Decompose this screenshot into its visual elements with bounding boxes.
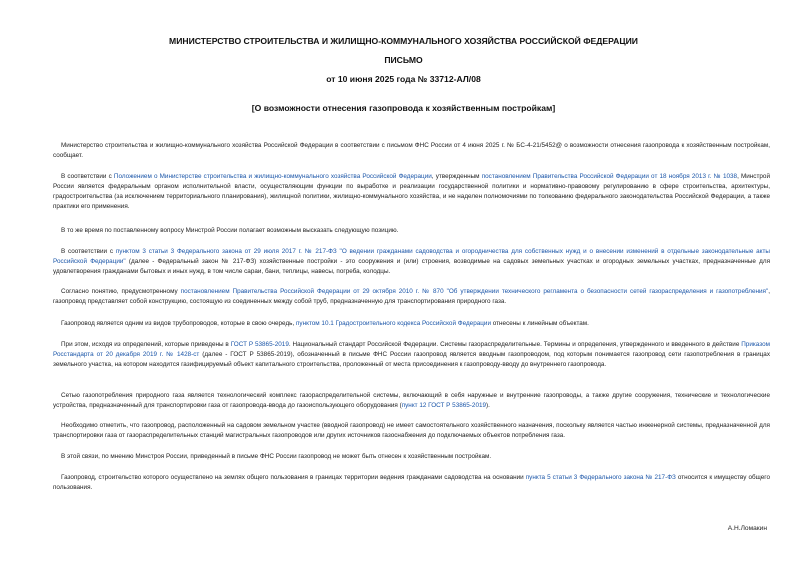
paragraph-text: Газопровод является одним из видов трубопроводов, которые в свою очередь,	[61, 320, 296, 327]
paragraph-text: отнесены к линейным объектам.	[491, 320, 589, 327]
document-type: ПИСЬМО	[384, 55, 423, 65]
paragraph-5	[53, 287, 770, 307]
paragraph-9	[53, 421, 770, 441]
paragraph-text: Согласно понятию, предусмотренному	[61, 288, 181, 295]
paragraph-10	[53, 452, 770, 462]
document-link[interactable]: Положением о Министерстве строительства и жилищно-коммунального хозяйства Российской Федерации	[113, 173, 432, 180]
paragraph-text: В то же время по поставленному вопросу Минстрой России полагает возможным высказать следующую позицию.	[61, 227, 399, 234]
paragraph-text: , утвержденным	[431, 173, 482, 180]
paragraph-8	[53, 391, 770, 411]
signature: А.Н.Ломакин	[727, 525, 767, 532]
paragraph-text: ).	[486, 402, 490, 409]
document-link[interactable]: пункт 12 ГОСТ Р 53865-2019	[401, 402, 487, 409]
document-subject: [О возможности отнесения газопровода к хозяйственным постройкам]	[251, 103, 556, 113]
paragraph-1	[53, 141, 770, 161]
paragraph-7	[53, 340, 770, 370]
paragraph-text: , газопровод представляет собой конструкцию, состоящую из соединенных между собой труб, предназначенную для транспортирования природного газа.	[53, 288, 770, 305]
paragraph-4	[53, 247, 770, 277]
paragraph-text: При этом, исходя из определений, которые приведены в	[61, 341, 231, 348]
paragraph-text: Газопровод, строительство которого осуществлено на землях общего пользования в границах территории ведения гражданами садоводства на основании	[61, 474, 526, 481]
paragraph-text: В соответствии с	[61, 173, 114, 180]
document-link[interactable]: пунктом 3 статьи 3 Федерального закона от 29 июля 2017 г. № 217-ФЗ "О ведении гражданами садоводства и огородничества для собственных нужд и о внесении изменений в отдельные законодательные акты Российской Федерации"	[53, 248, 770, 265]
paragraph-text: Необходимо отметить, что газопровод, расположенный на садовом земельном участке (вводной газопровод) не имеет самостоятельного хозяйственного назначения, поскольку является частью инженерной системы, предназначенной для транспортировки газа от газораспределительных станций магистральных газопроводов или других источников газоснабжения до подключаемых объектов потребления газа.	[53, 422, 770, 439]
document-link[interactable]: ГОСТ Р 53865-2019	[230, 341, 289, 348]
document-link[interactable]: пункта 5 статьи 3 Федерального закона № 217-ФЗ	[525, 474, 676, 481]
paragraph-text: относится к имуществу общего пользования.	[53, 474, 770, 491]
paragraph-11	[53, 473, 770, 493]
document-link[interactable]: Приказом Росстандарта от 20 декабря 2019 г. № 1428-ст	[53, 341, 770, 358]
paragraph-text: Министерство строительства и жилищно-коммунального хозяйства Российской Федерации в соответствии с письмом ФНС России от 4 июня 2025 г. № БС-4-21/5452@ о возможности отнесения газопровода к хозяйственным постройкам, сообщает.	[53, 142, 770, 159]
paragraph-text: , Минстрой России является федеральным органом исполнительной власти, осуществляющим функции по выработке и реализации государственной политики и нормативно-правовому регулированию в сфере строительства, архитектуры, градостроительства (за исключением территориального планирования), жилищной политики, жилищно-коммунального хозяйства, и не наделен полномочиями по толкованию федерального законодательства Российской Федерации, а также практики его применения.	[53, 173, 770, 210]
paragraph-text: . Национальный стандарт Российской Федерации. Системы газораспределительные. Термины и определения, утвержденного и введенного в действие	[288, 341, 742, 348]
document-link[interactable]: постановлением Правительства Российской Федерации от 18 ноября 2013 г. № 1038	[481, 173, 738, 180]
ministry-heading: МИНИСТЕРСТВО СТРОИТЕЛЬСТВА И ЖИЛИЩНО-КОММУНАЛЬНОГО ХОЗЯЙСТВА РОССИЙСКОЙ ФЕДЕРАЦИИ	[169, 36, 638, 46]
paragraph-text: Сетью газопотребления природного газа является технологический комплекс газораспределительной системы, включающий в себя наружные и внутренние газопроводы, а также другие сооружения, технические и технологические устройства, предназначенный для транспортировки газа от газопровода-ввода до газоиспользующего оборудования (	[53, 392, 770, 409]
paragraph-text: (далее - ГОСТ Р 53865-2019), обозначенный в письме ФНС России газопровод является вводным газопроводом, под которым понимается газопровод сети газопотребления в границах земельного участка, на котором находится газифицируемый объект капитального строительства, проложенный от места присоединения к газопроводу-вводу до внутреннего газопровода.	[53, 351, 771, 368]
paragraph-text: (далее - Федеральный закон № 217-ФЗ) хозяйственные постройки - это сооружения и (или) строения, возводимые на садовых земельных участках и огородных земельных участках, предназначенные для удовлетворения гражданами бытовых и иных нужд, в том числе сараи, бани, теплицы, навесы, погреба, колодцы.	[53, 258, 771, 275]
paragraph-3	[53, 226, 770, 236]
paragraph-text: В соответствии с	[61, 248, 116, 255]
document-link[interactable]: пунктом 10.1 Градостроительного кодекса Российской Федерации	[295, 320, 491, 327]
paragraph-6	[53, 319, 770, 329]
paragraph-text: В этой связи, по мнению Минстроя России, приведенный в письме ФНС России газопровод не может быть отнесен к хозяйственным постройкам.	[61, 453, 492, 460]
document-date-number: от 10 июня 2025 года № 33712-АЛ/08	[326, 74, 481, 84]
document-link[interactable]: постановлением Правительства Российской Федерации от 29 октября 2010 г. № 870 "Об утверждении технического регламента о безопасности сетей газораспределения и газопотребления"	[180, 288, 769, 295]
paragraph-2	[53, 172, 770, 212]
